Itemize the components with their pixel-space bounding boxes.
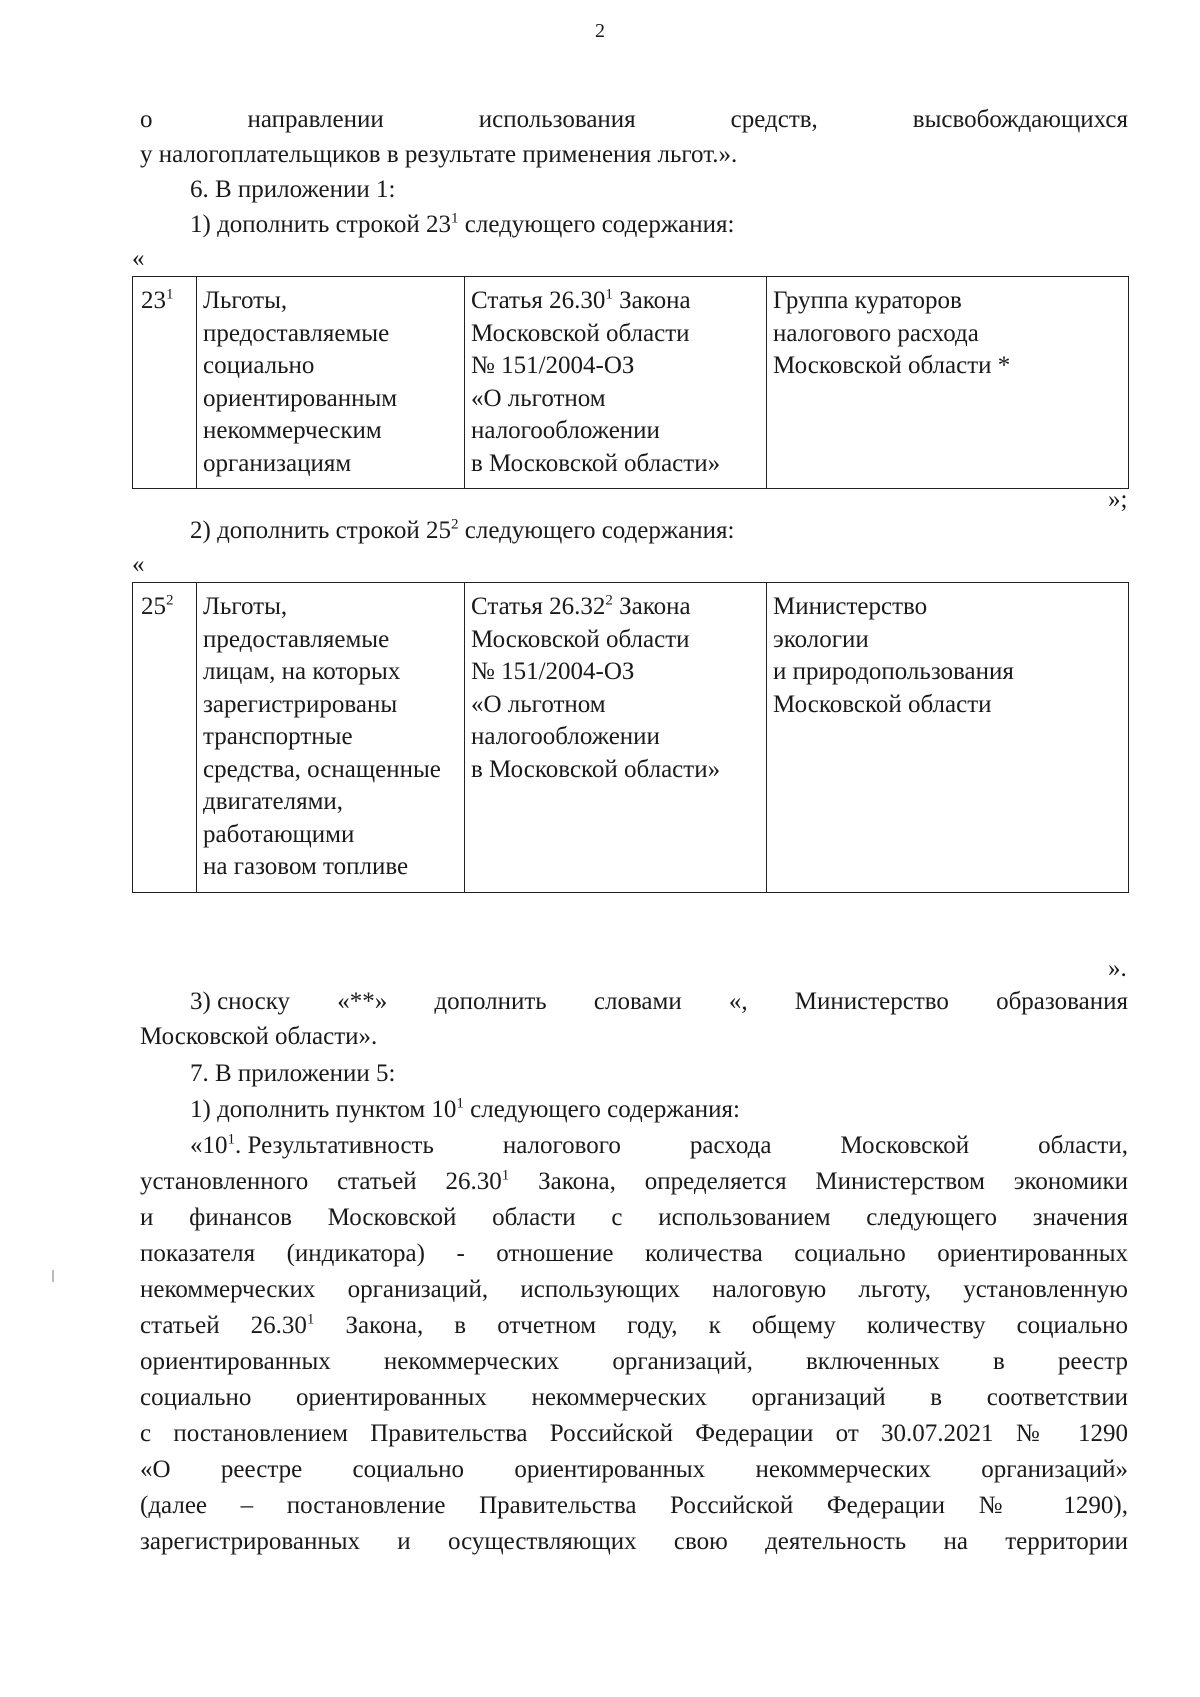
word: расхода — [689, 1132, 772, 1159]
para-10-line-12: зарегистрированных и осуществляющих свою деятельность на территории — [140, 1528, 1128, 1555]
text: установленного статьей 26.30 — [140, 1168, 502, 1195]
text: следующего содержания: — [458, 211, 735, 238]
cell-line: на газовом топливе — [203, 853, 409, 880]
text: следующего содержания: — [463, 1096, 740, 1123]
page-number: 2 — [595, 20, 605, 42]
benefit-cell — [197, 583, 465, 893]
text: 2) дополнить строкой 25 — [190, 517, 451, 544]
insert-table-23-1 — [132, 276, 1129, 489]
para-10-line-2 — [140, 1165, 1128, 1198]
cell-line: Министерство — [773, 593, 928, 620]
word: области, — [1038, 1132, 1128, 1159]
text: Закона, в отчетном году, к общему количеству социально — [314, 1312, 1129, 1339]
cell-line: лицам, на которых — [203, 658, 401, 685]
insert-table-25-2 — [132, 582, 1129, 893]
cell-line: налогообложении — [471, 417, 660, 444]
text: Закона, определяется Министерством экономики — [509, 1168, 1128, 1195]
cell-line: ориентированным — [203, 384, 398, 412]
article-cell — [465, 277, 767, 489]
text: следующего содержания: — [458, 517, 735, 544]
para-10-line-4: показателя (индикатора) - отношение количества социально ориентированных — [140, 1240, 1128, 1267]
cell-line: Льготы, — [203, 593, 288, 620]
text: «10 — [190, 1132, 228, 1159]
cell-line: Льготы, — [203, 287, 288, 314]
cell-line: «О льготном — [471, 690, 606, 718]
para-10-line-7: ориентированных некоммерческих организаций, включенных в реестр — [140, 1348, 1128, 1375]
cell-line: двигателями, — [203, 788, 344, 815]
item-6-2 — [190, 514, 1128, 547]
cell-line: экологии — [773, 625, 869, 653]
item-6-3-line-2: Московской области». — [140, 1023, 378, 1050]
text: . Результативность — [235, 1132, 434, 1159]
cell-line: Московской области — [471, 625, 690, 653]
text: 1) дополнить строкой 23 — [190, 211, 451, 238]
intro-word: направлении — [247, 106, 384, 133]
table-row — [133, 277, 1129, 489]
para-10-line-8: социально ориентированных некоммерческих организаций в соответствии — [140, 1384, 1128, 1411]
para-10-line-11: (далее – постановление Правительства Российской Федерации № 1290), — [140, 1492, 1128, 1519]
cell-line: транспортные — [203, 723, 353, 750]
intro-line-2: у налогоплательщиков в результате применения льгот.». — [140, 141, 738, 168]
benefit-cell — [197, 277, 465, 489]
para-10-line-1 — [190, 1129, 1128, 1162]
item-6-3-line-1 — [190, 985, 1128, 1018]
close-quote-1: »; — [1108, 486, 1128, 513]
cell-line: предоставляемые — [203, 319, 390, 347]
item-7-heading: 7. В приложении 5: — [190, 1060, 396, 1087]
item-6-1 — [190, 208, 1128, 241]
cell-line: некоммерческим — [203, 417, 382, 444]
cell-line: налогового расхода — [773, 319, 979, 347]
word: Московской — [840, 1132, 970, 1159]
item-6-heading: 6. В приложении 1: — [190, 176, 396, 203]
cell-line: Московской области — [471, 319, 690, 347]
close-quote-2: ». — [1108, 955, 1127, 982]
text: Закона — [612, 593, 691, 620]
word: дополнить — [434, 988, 547, 1015]
para-10-line-3: и финансов Московской области с использованием следующего значения — [140, 1204, 1128, 1231]
cell-line: организациям — [203, 449, 352, 477]
cell-line: Группа кураторов — [773, 287, 962, 314]
table-row — [133, 583, 1129, 893]
cell-line: социально — [203, 352, 315, 379]
word: налогового — [502, 1132, 621, 1159]
text: Статья 26.30 — [471, 287, 606, 314]
cell-line: предоставляемые — [203, 625, 390, 653]
article-cell — [465, 583, 767, 893]
cell-line: и природопользования — [773, 658, 1014, 685]
cell-line: зарегистрированы — [203, 690, 398, 718]
word: Министерство — [794, 988, 949, 1015]
cell-line — [471, 591, 760, 624]
superscript: 1 — [456, 1095, 464, 1112]
cell-line: «О льготном — [471, 384, 606, 412]
word: 3) сноску — [190, 988, 291, 1015]
word: словами — [593, 988, 682, 1015]
cell-line: налогообложении — [471, 723, 660, 750]
word: образования — [996, 988, 1128, 1015]
curator-cell — [767, 277, 1129, 489]
cell-line: Московской области — [773, 690, 992, 718]
text — [190, 1129, 434, 1162]
word: «, — [728, 988, 748, 1015]
item-7-1 — [190, 1093, 1128, 1126]
cell-line: № 151/2004-ОЗ — [471, 352, 635, 379]
text: 1) дополнить пунктом 10 — [190, 1096, 457, 1123]
cell-line: в Московской области» — [471, 755, 721, 783]
intro-word: высвобождающихся — [912, 106, 1128, 133]
superscript: 2 — [605, 592, 613, 609]
cell-line — [471, 285, 760, 318]
intro-word: о — [140, 106, 153, 133]
cell-line: № 151/2004-ОЗ — [471, 658, 635, 685]
curator-cell — [767, 583, 1129, 893]
text: статьей 26.30 — [140, 1312, 307, 1339]
cell-line: Московской области * — [773, 352, 1011, 379]
word: «**» — [337, 988, 388, 1015]
para-10-line-10: «О реестре социально ориентированных некоммерческих организаций» — [140, 1456, 1128, 1483]
open-quote-1: « — [132, 245, 145, 272]
superscript: 1 — [451, 210, 459, 227]
intro-line-1 — [140, 103, 1128, 136]
intro-word: средств, — [730, 106, 818, 133]
text: Статья 26.32 — [471, 593, 606, 620]
intro-word: использования — [478, 106, 636, 133]
para-10-line-5: некоммерческих организаций, использующих налоговую льготу, установленную — [140, 1276, 1128, 1303]
superscript: 1 — [306, 1311, 315, 1328]
para-10-line-9: с постановлением Правительства Российской Федерации от 30.07.2021 № 1290 — [140, 1420, 1128, 1447]
superscript: 1 — [166, 286, 174, 303]
row-number-cell — [133, 277, 197, 489]
row-number: 25 — [141, 593, 166, 620]
superscript: 1 — [605, 286, 613, 303]
cell-line: работающими — [203, 820, 355, 848]
superscript: 2 — [451, 516, 459, 533]
cell-line: средства, оснащенные — [203, 755, 441, 783]
text: Закона — [612, 287, 691, 314]
superscript: 1 — [501, 1167, 510, 1184]
cell-line: в Московской области» — [471, 449, 721, 477]
superscript: 2 — [166, 592, 174, 609]
row-number: 23 — [141, 287, 166, 314]
row-number-cell — [133, 583, 197, 893]
scan-mark — [52, 1270, 54, 1282]
superscript: 1 — [227, 1131, 235, 1148]
para-10-line-6 — [140, 1309, 1128, 1342]
open-quote-2: « — [132, 551, 145, 578]
